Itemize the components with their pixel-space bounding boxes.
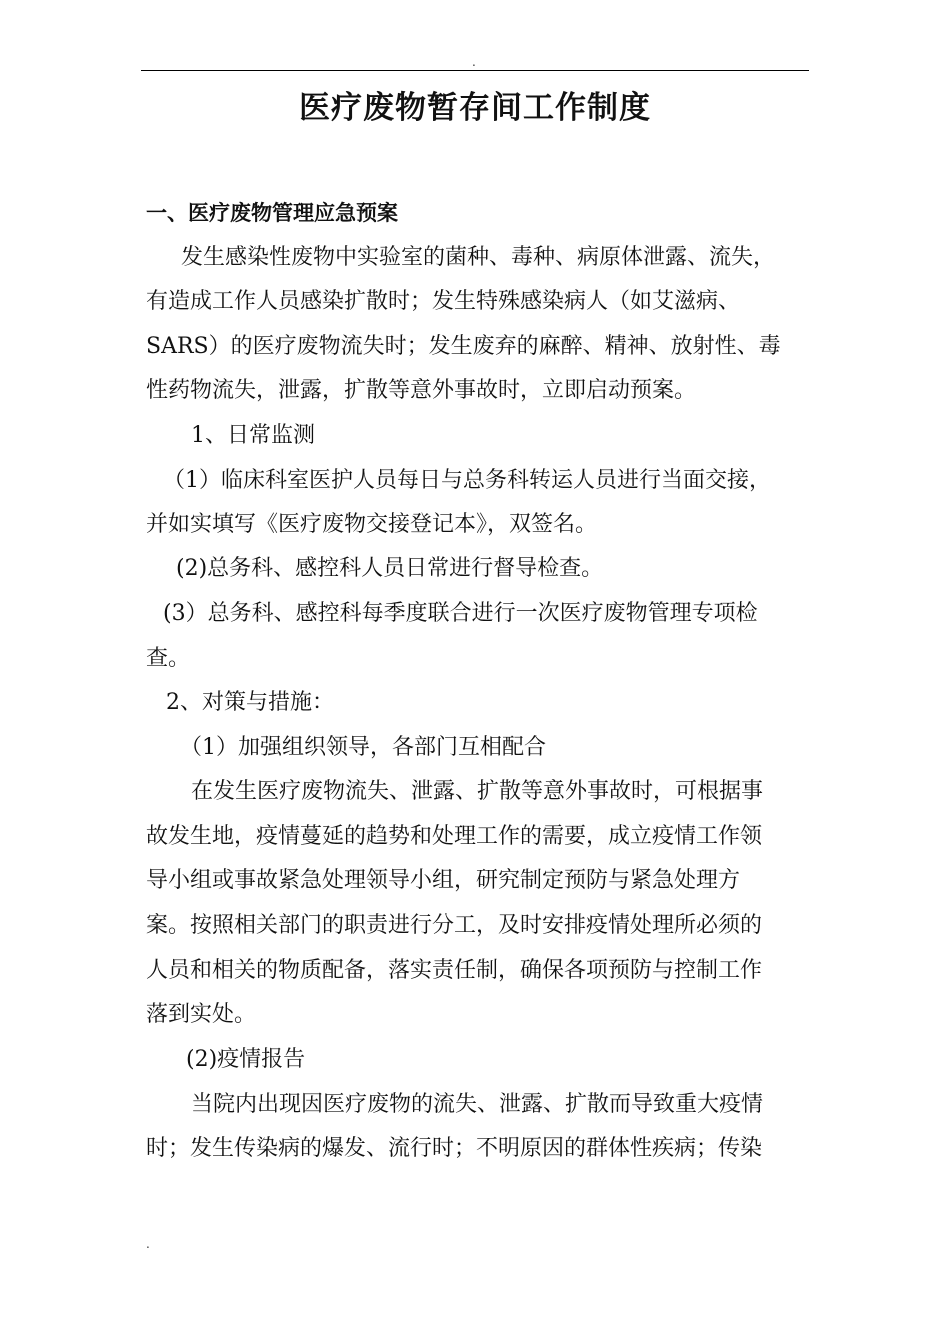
paragraph-line: 并如实填写《医疗废物交接登记本》，双签名。 — [146, 512, 598, 537]
paragraph-line: 人员和相关的物质配备，落实责任制，确保各项预防与控制工作 — [146, 958, 763, 983]
footer-mark: . — [146, 1237, 150, 1251]
paragraph-line: 性药物流失，泄露，扩散等意外事故时，立即启动预案。 — [146, 378, 697, 403]
subitem-heading: （1）加强组织领导，各部门互相配合 — [180, 735, 546, 760]
paragraph-line: 时；发生传染病的爆发、流行时；不明原因的群体性疾病；传染 — [146, 1136, 763, 1161]
paragraph-line: 落到实处。 — [146, 1002, 257, 1027]
section-heading: 一、医疗废物管理应急预案 — [146, 201, 398, 225]
subitem-heading: (2)疫情报告 — [186, 1047, 306, 1072]
header-mark: . — [472, 55, 476, 69]
paragraph-line: 在发生医疗废物流失、泄露、扩散等意外事故时，可根据事 — [191, 779, 764, 804]
paragraph-line: (3）总务科、感控科每季度联合进行一次医疗废物管理专项检 — [163, 601, 758, 626]
paragraph-line: 导小组或事故紧急处理领导小组，研究制定预防与紧急处理方 — [146, 868, 741, 893]
paragraph-line: 当院内出现因医疗废物的流失、泄露、扩散而导致重大疫情 — [191, 1092, 764, 1117]
page-title: 医疗废物暂存间工作制度 — [299, 90, 651, 126]
paragraph-line: (2)总务科、感控科人员日常进行督导检查。 — [176, 556, 604, 581]
item-heading: 2、对策与措施： — [166, 690, 334, 715]
paragraph-line: SARS）的医疗废物流失时；发生废弃的麻醉、精神、放射性、毒 — [146, 334, 781, 359]
paragraph-line: 查。 — [146, 646, 191, 671]
paragraph-line: 有造成工作人员感染扩散时；发生特殊感染病人（如艾滋病、 — [146, 289, 741, 314]
paragraph-line: 发生感染性废物中实验室的菌种、毒种、病原体泄露、流失， — [181, 245, 776, 270]
paragraph-line: 故发生地，疫情蔓延的趋势和处理工作的需要，成立疫情工作领 — [146, 824, 763, 849]
header-rule — [141, 70, 809, 71]
item-heading: 1、日常监测 — [191, 423, 315, 448]
paragraph-line: 案。按照相关部门的职责进行分工，及时安排疫情处理所必须的 — [146, 913, 763, 938]
paragraph-line: （1）临床科室医护人员每日与总务科转运人员进行当面交接， — [163, 468, 771, 493]
